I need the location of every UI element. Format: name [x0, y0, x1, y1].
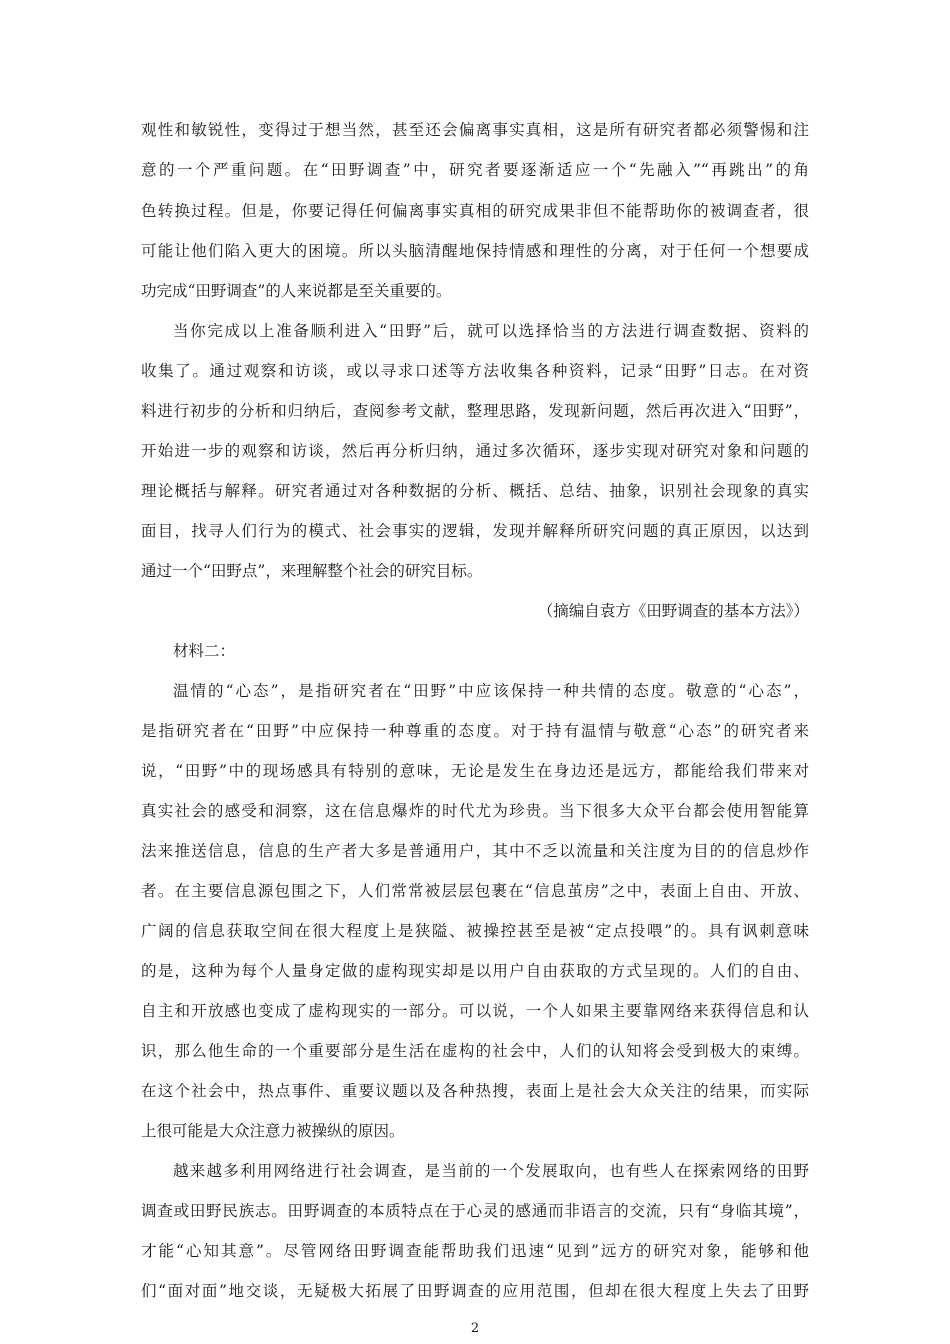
page-number: 2	[470, 1321, 480, 1336]
text-line: 自主和开放感也变成了虚构现实的一部分。可以说，一个人如果主要靠网络来获得信息和认	[141, 1002, 809, 1020]
paragraph-first-line: 越来越多利用网络进行社会调查，是当前的一个发展取向，也有些人在探索网络的田野	[173, 1162, 809, 1180]
text-line: 通过一个“田野点”，来理解整个社会的研究目标。	[141, 562, 483, 580]
text-line: 可能让他们陷入更大的困境。所以头脑清醒地保持情感和理性的分离，对于任何一个想要成	[141, 242, 809, 260]
text-line: 是指研究者在“田野”中应保持一种尊重的态度。对于持有温情与敬意“心态”的研究者来	[141, 722, 809, 740]
section-heading: 材料二：	[173, 642, 236, 660]
text-line: 在这个社会中，热点事件、重要议题以及各种热搜，表面上是社会大众关注的结果，而实际	[141, 1082, 809, 1100]
text-line: 收集了。通过观察和访谈，或以寻求口述等方法收集各种资料，记录“田野”日志。在对资	[141, 362, 809, 380]
text-line: 才能“心知其意”。尽管网络田野调查能帮助我们迅速“见到”远方的研究对象，能够和他	[141, 1242, 809, 1260]
text-line: 识，那么他生命的一个重要部分是生活在虚构的社会中，人们的认知将会受到极大的束缚。	[141, 1042, 809, 1060]
text-line: 们“面对面”地交谈，无疑极大拓展了田野调查的应用范围，但却在很大程度上失去了田野	[141, 1282, 809, 1300]
text-line: 的是，这种为每个人量身定做的虚构现实却是以用户自由获取的方式呈现的。人们的自由、	[141, 962, 809, 980]
text-line: 色转换过程。但是，你要记得任何偏离事实真相的研究成果非但不能帮助你的被调查者，很	[141, 202, 809, 220]
text-line: 上很可能是大众注意力被操纵的原因。	[141, 1122, 405, 1140]
text-line: 理论概括与解释。研究者通过对各种数据的分析、概括、总结、抽象，识别社会现象的真实	[141, 482, 809, 500]
text-line: 说，“田野”中的现场感具有特别的意味，无论是发生在身边还是远方，都能给我们带来对	[141, 762, 809, 780]
text-line: 功完成“田野调查”的人来说都是至关重要的。	[141, 282, 452, 300]
text-line: 调查或田野民族志。田野调查的本质特点在于心灵的感通而非语言的交流，只有“身临其境”，	[141, 1202, 809, 1220]
text-line: 真实社会的感受和洞察，这在信息爆炸的时代尤为珍贵。当下很多大众平台都会使用智能算	[141, 802, 809, 820]
text-line: 观性和敏锐性，变得过于想当然，甚至还会偏离事实真相，这是所有研究者都必须警惕和注	[141, 121, 809, 139]
text-line: 者。在主要信息源包围之下，人们常常被层层包裹在“信息茧房”之中，表面上自由、开放、	[141, 882, 809, 900]
text-line: 广阔的信息获取空间在很大程度上是狭隘、被操控甚至是被“定点投喂”的。具有讽刺意味	[141, 922, 809, 940]
text-line: 面目，找寻人们行为的模式、社会事实的逻辑，发现并解释所研究问题的真正原因，以达到	[141, 522, 809, 540]
text-line: 开始进一步的观察和访谈，然后再分析归纳，通过多次循环，逐步实现对研究对象和问题的	[141, 442, 809, 460]
source-citation: （摘编自袁方《田野调查的基本方法》）	[537, 602, 809, 620]
text-line: 料进行初步的分析和归纳后，查阅参考文献，整理思路，发现新问题，然后再次进入“田野”，	[141, 402, 809, 420]
paragraph-first-line: 温情的“心态”，是指研究者在“田野”中应该保持一种共情的态度。敬意的“心态”，	[173, 682, 809, 700]
text-line: 意的一个严重问题。在“田野调查”中，研究者要逐渐适应一个“先融入”“再跳出”的角	[141, 161, 809, 179]
paragraph-first-line: 当你完成以上准备顺利进入“田野”后，就可以选择恰当的方法进行调查数据、资料的	[173, 322, 809, 340]
text-line: 法来推送信息，信息的生产者大多是普通用户，其中不乏以流量和关注度为目的的信息炒作	[141, 842, 809, 860]
